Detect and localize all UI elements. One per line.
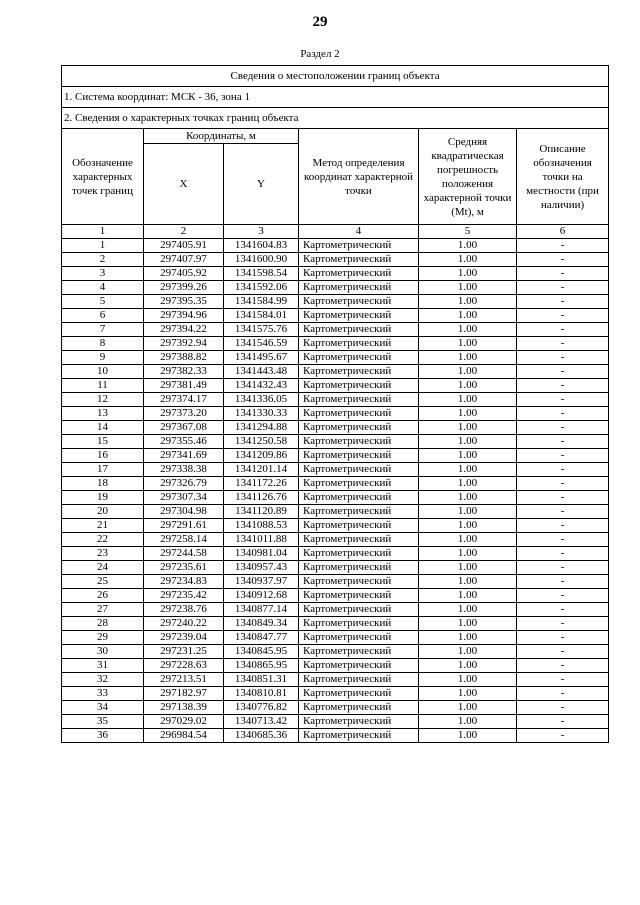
description-cell: - <box>517 393 609 407</box>
page-number: 29 <box>312 14 328 30</box>
coord-x-cell: 297405.92 <box>144 267 224 281</box>
method-cell: Картометрический <box>299 589 419 603</box>
coord-x-cell: 297355.46 <box>144 435 224 449</box>
description-cell: - <box>517 407 609 421</box>
error-cell: 1.00 <box>419 701 517 715</box>
table-row <box>62 715 609 729</box>
description-cell: - <box>517 505 609 519</box>
table-row <box>62 393 609 407</box>
coord-x-cell: 297407.97 <box>144 253 224 267</box>
coord-x-cell: 297388.82 <box>144 351 224 365</box>
coord-x-cell: 297239.04 <box>144 631 224 645</box>
table-row <box>62 421 609 435</box>
method-cell: Картометрический <box>299 253 419 267</box>
coord-y-cell: 1341432.43 <box>224 379 299 393</box>
col-number: 3 <box>224 225 299 239</box>
method-cell: Картометрический <box>299 561 419 575</box>
table-row <box>62 253 609 267</box>
table-row <box>62 309 609 323</box>
description-cell: - <box>517 533 609 547</box>
description-cell: - <box>517 463 609 477</box>
table-row <box>62 603 609 617</box>
error-cell: 1.00 <box>419 547 517 561</box>
error-cell: 1.00 <box>419 659 517 673</box>
point-number-cell: 19 <box>62 491 144 505</box>
method-cell: Картометрический <box>299 547 419 561</box>
table-row <box>62 617 609 631</box>
description-cell: - <box>517 379 609 393</box>
error-cell: 1.00 <box>419 491 517 505</box>
error-cell: 1.00 <box>419 351 517 365</box>
method-cell: Картометрический <box>299 337 419 351</box>
point-number-cell: 29 <box>62 631 144 645</box>
point-number-cell: 7 <box>62 323 144 337</box>
table-row <box>62 267 609 281</box>
point-number-cell: 6 <box>62 309 144 323</box>
coord-y-cell: 1340937.97 <box>224 575 299 589</box>
coord-y-cell: 1341604.83 <box>224 239 299 253</box>
error-cell: 1.00 <box>419 477 517 491</box>
table-row <box>62 491 609 505</box>
coord-x-cell: 297338.38 <box>144 463 224 477</box>
point-number-cell: 18 <box>62 477 144 491</box>
point-number-cell: 36 <box>62 729 144 743</box>
coord-y-cell: 1341546.59 <box>224 337 299 351</box>
table-row <box>62 463 609 477</box>
coord-y-cell: 1341584.01 <box>224 309 299 323</box>
col-y-header: Y <box>224 144 299 225</box>
description-cell: - <box>517 561 609 575</box>
coord-x-cell: 297240.22 <box>144 617 224 631</box>
col-number: 2 <box>144 225 224 239</box>
point-number-cell: 10 <box>62 365 144 379</box>
coord-y-cell: 1341598.54 <box>224 267 299 281</box>
method-cell: Картометрический <box>299 617 419 631</box>
method-cell: Картометрический <box>299 351 419 365</box>
coord-y-cell: 1341126.76 <box>224 491 299 505</box>
table-row <box>62 323 609 337</box>
coord-x-cell: 297373.20 <box>144 407 224 421</box>
table-row <box>62 435 609 449</box>
table-row <box>62 631 609 645</box>
error-cell: 1.00 <box>419 617 517 631</box>
coord-x-cell: 297213.51 <box>144 673 224 687</box>
table-row <box>62 337 609 351</box>
point-number-cell: 13 <box>62 407 144 421</box>
point-number-cell: 33 <box>62 687 144 701</box>
method-cell: Картометрический <box>299 239 419 253</box>
table-title: Сведения о местоположении границ объекта <box>62 66 609 87</box>
coord-y-cell: 1341209.86 <box>224 449 299 463</box>
point-number-cell: 8 <box>62 337 144 351</box>
coord-y-cell: 1340776.82 <box>224 701 299 715</box>
description-cell: - <box>517 253 609 267</box>
point-number-cell: 1 <box>62 239 144 253</box>
method-cell: Картометрический <box>299 463 419 477</box>
col-description-header: Описание обозначения точки на местности (при наличии) <box>517 129 609 225</box>
coord-y-cell: 1341201.14 <box>224 463 299 477</box>
coord-x-cell: 297307.34 <box>144 491 224 505</box>
point-number-cell: 26 <box>62 589 144 603</box>
table-row <box>62 575 609 589</box>
coord-y-cell: 1341443.48 <box>224 365 299 379</box>
error-cell: 1.00 <box>419 449 517 463</box>
point-number-cell: 11 <box>62 379 144 393</box>
method-cell: Картометрический <box>299 519 419 533</box>
method-cell: Картометрический <box>299 281 419 295</box>
col-number: 1 <box>62 225 144 239</box>
table-row <box>62 239 609 253</box>
error-cell: 1.00 <box>419 729 517 743</box>
coord-x-cell: 297381.49 <box>144 379 224 393</box>
method-cell: Картометрический <box>299 421 419 435</box>
coord-y-cell: 1340851.31 <box>224 673 299 687</box>
coord-y-cell: 1341600.90 <box>224 253 299 267</box>
description-cell: - <box>517 337 609 351</box>
description-cell: - <box>517 589 609 603</box>
method-cell: Картометрический <box>299 323 419 337</box>
coord-y-cell: 1340912.68 <box>224 589 299 603</box>
description-cell: - <box>517 491 609 505</box>
method-cell: Картометрический <box>299 701 419 715</box>
error-cell: 1.00 <box>419 673 517 687</box>
coord-y-cell: 1341011.88 <box>224 533 299 547</box>
coord-x-cell: 297392.94 <box>144 337 224 351</box>
description-cell: - <box>517 687 609 701</box>
points-header: 2. Сведения о характерных точках границ объекта <box>62 108 609 129</box>
description-cell: - <box>517 323 609 337</box>
coord-x-cell: 297382.33 <box>144 365 224 379</box>
table-row <box>62 645 609 659</box>
coord-y-cell: 1341330.33 <box>224 407 299 421</box>
error-cell: 1.00 <box>419 715 517 729</box>
error-cell: 1.00 <box>419 281 517 295</box>
description-cell: - <box>517 659 609 673</box>
coord-x-cell: 297341.69 <box>144 449 224 463</box>
table-row <box>62 533 609 547</box>
error-cell: 1.00 <box>419 295 517 309</box>
description-cell: - <box>517 295 609 309</box>
table-row <box>62 351 609 365</box>
error-cell: 1.00 <box>419 421 517 435</box>
point-number-cell: 9 <box>62 351 144 365</box>
coord-x-cell: 297405.91 <box>144 239 224 253</box>
description-cell: - <box>517 673 609 687</box>
point-number-cell: 2 <box>62 253 144 267</box>
method-cell: Картометрический <box>299 309 419 323</box>
error-cell: 1.00 <box>419 505 517 519</box>
method-cell: Картометрический <box>299 687 419 701</box>
description-cell: - <box>517 267 609 281</box>
coord-y-cell: 1340713.42 <box>224 715 299 729</box>
col-method-header: Метод определения координат характерной точки <box>299 129 419 225</box>
point-number-cell: 16 <box>62 449 144 463</box>
point-number-cell: 23 <box>62 547 144 561</box>
coord-y-cell: 1340847.77 <box>224 631 299 645</box>
error-cell: 1.00 <box>419 603 517 617</box>
coord-x-cell: 297182.97 <box>144 687 224 701</box>
error-cell: 1.00 <box>419 463 517 477</box>
point-number-cell: 25 <box>62 575 144 589</box>
table-row <box>62 407 609 421</box>
coord-y-cell: 1340685.36 <box>224 729 299 743</box>
error-cell: 1.00 <box>419 575 517 589</box>
table-row <box>62 477 609 491</box>
description-cell: - <box>517 281 609 295</box>
error-cell: 1.00 <box>419 253 517 267</box>
method-cell: Картометрический <box>299 379 419 393</box>
coord-y-cell: 1341575.76 <box>224 323 299 337</box>
error-cell: 1.00 <box>419 393 517 407</box>
coord-y-cell: 1340849.34 <box>224 617 299 631</box>
method-cell: Картометрический <box>299 673 419 687</box>
col-x-header: X <box>144 144 224 225</box>
coord-y-cell: 1341088.53 <box>224 519 299 533</box>
method-cell: Картометрический <box>299 575 419 589</box>
coord-system: 1. Система координат: МСК - 36, зона 1 <box>62 87 609 108</box>
description-cell: - <box>517 701 609 715</box>
point-number-cell: 24 <box>62 561 144 575</box>
coord-y-cell: 1341294.88 <box>224 421 299 435</box>
error-cell: 1.00 <box>419 561 517 575</box>
coord-y-cell: 1340957.43 <box>224 561 299 575</box>
method-cell: Картометрический <box>299 659 419 673</box>
point-number-cell: 32 <box>62 673 144 687</box>
error-cell: 1.00 <box>419 379 517 393</box>
point-number-cell: 4 <box>62 281 144 295</box>
coord-x-cell: 297238.76 <box>144 603 224 617</box>
description-cell: - <box>517 547 609 561</box>
method-cell: Картометрический <box>299 729 419 743</box>
description-cell: - <box>517 729 609 743</box>
error-cell: 1.00 <box>419 239 517 253</box>
description-cell: - <box>517 365 609 379</box>
table-body <box>62 239 609 743</box>
description-cell: - <box>517 351 609 365</box>
point-number-cell: 22 <box>62 533 144 547</box>
coord-x-cell: 297235.42 <box>144 589 224 603</box>
col-error-header: Средняя квадратическая погрешность положения характерной точки (Mt), м <box>419 129 517 225</box>
point-number-cell: 30 <box>62 645 144 659</box>
method-cell: Картометрический <box>299 477 419 491</box>
point-number-cell: 15 <box>62 435 144 449</box>
point-number-cell: 28 <box>62 617 144 631</box>
error-cell: 1.00 <box>419 631 517 645</box>
column-numbers-row <box>62 225 609 239</box>
description-cell: - <box>517 617 609 631</box>
coord-x-cell: 297231.25 <box>144 645 224 659</box>
method-cell: Картометрический <box>299 533 419 547</box>
table-row <box>62 449 609 463</box>
coord-y-cell: 1341336.05 <box>224 393 299 407</box>
error-cell: 1.00 <box>419 533 517 547</box>
method-cell: Картометрический <box>299 645 419 659</box>
error-cell: 1.00 <box>419 337 517 351</box>
point-number-cell: 12 <box>62 393 144 407</box>
coord-x-cell: 297374.17 <box>144 393 224 407</box>
description-cell: - <box>517 631 609 645</box>
error-cell: 1.00 <box>419 365 517 379</box>
table-row <box>62 701 609 715</box>
coord-y-cell: 1341120.89 <box>224 505 299 519</box>
col-number: 5 <box>419 225 517 239</box>
point-number-cell: 21 <box>62 519 144 533</box>
section-title: Раздел 2 <box>300 48 340 60</box>
col-number: 6 <box>517 225 609 239</box>
coord-x-cell: 297367.08 <box>144 421 224 435</box>
col-number: 4 <box>299 225 419 239</box>
coord-x-cell: 297235.61 <box>144 561 224 575</box>
coord-x-cell: 297394.96 <box>144 309 224 323</box>
point-number-cell: 5 <box>62 295 144 309</box>
description-cell: - <box>517 309 609 323</box>
table-row <box>62 561 609 575</box>
coord-y-cell: 1340810.81 <box>224 687 299 701</box>
description-cell: - <box>517 435 609 449</box>
method-cell: Картометрический <box>299 295 419 309</box>
description-cell: - <box>517 477 609 491</box>
coord-x-cell: 297029.02 <box>144 715 224 729</box>
coord-y-cell: 1341172.26 <box>224 477 299 491</box>
coord-x-cell: 297228.63 <box>144 659 224 673</box>
coord-y-cell: 1340877.14 <box>224 603 299 617</box>
error-cell: 1.00 <box>419 323 517 337</box>
point-number-cell: 3 <box>62 267 144 281</box>
coord-x-cell: 297394.22 <box>144 323 224 337</box>
coord-y-cell: 1340865.95 <box>224 659 299 673</box>
coord-y-cell: 1341250.58 <box>224 435 299 449</box>
description-cell: - <box>517 575 609 589</box>
coord-x-cell: 297395.35 <box>144 295 224 309</box>
description-cell: - <box>517 645 609 659</box>
coord-x-cell: 297304.98 <box>144 505 224 519</box>
error-cell: 1.00 <box>419 435 517 449</box>
table-row <box>62 547 609 561</box>
method-cell: Картометрический <box>299 407 419 421</box>
method-cell: Картометрический <box>299 393 419 407</box>
table-row <box>62 365 609 379</box>
error-cell: 1.00 <box>419 407 517 421</box>
table-row <box>62 659 609 673</box>
method-cell: Картометрический <box>299 365 419 379</box>
table-row <box>62 687 609 701</box>
point-number-cell: 17 <box>62 463 144 477</box>
coord-x-cell: 297138.39 <box>144 701 224 715</box>
coord-y-cell: 1341592.06 <box>224 281 299 295</box>
description-cell: - <box>517 715 609 729</box>
description-cell: - <box>517 603 609 617</box>
coord-x-cell: 296984.54 <box>144 729 224 743</box>
coord-y-cell: 1341495.67 <box>224 351 299 365</box>
coord-x-cell: 297291.61 <box>144 519 224 533</box>
point-number-cell: 31 <box>62 659 144 673</box>
method-cell: Картометрический <box>299 505 419 519</box>
table-row <box>62 673 609 687</box>
description-cell: - <box>517 519 609 533</box>
description-cell: - <box>517 239 609 253</box>
error-cell: 1.00 <box>419 687 517 701</box>
table-row <box>62 295 609 309</box>
description-cell: - <box>517 449 609 463</box>
error-cell: 1.00 <box>419 645 517 659</box>
table-row <box>62 505 609 519</box>
coord-x-cell: 297399.26 <box>144 281 224 295</box>
coord-y-cell: 1340845.95 <box>224 645 299 659</box>
error-cell: 1.00 <box>419 267 517 281</box>
coord-x-cell: 297258.14 <box>144 533 224 547</box>
coord-y-cell: 1341584.99 <box>224 295 299 309</box>
table-row <box>62 379 609 393</box>
method-cell: Картометрический <box>299 267 419 281</box>
table-row <box>62 729 609 743</box>
coord-y-cell: 1340981.04 <box>224 547 299 561</box>
coord-x-cell: 297234.83 <box>144 575 224 589</box>
coord-x-cell: 297326.79 <box>144 477 224 491</box>
method-cell: Картометрический <box>299 603 419 617</box>
method-cell: Картометрический <box>299 435 419 449</box>
error-cell: 1.00 <box>419 589 517 603</box>
error-cell: 1.00 <box>419 519 517 533</box>
table-row <box>62 519 609 533</box>
method-cell: Картометрический <box>299 491 419 505</box>
point-number-cell: 20 <box>62 505 144 519</box>
coord-x-cell: 297244.58 <box>144 547 224 561</box>
col-designation-header: Обозначение характерных точек границ <box>62 129 144 225</box>
point-number-cell: 35 <box>62 715 144 729</box>
table-row <box>62 281 609 295</box>
description-cell: - <box>517 421 609 435</box>
method-cell: Картометрический <box>299 715 419 729</box>
table-row <box>62 589 609 603</box>
col-coords-header: Координаты, м <box>144 129 299 144</box>
point-number-cell: 14 <box>62 421 144 435</box>
method-cell: Картометрический <box>299 631 419 645</box>
boundary-points-table <box>61 65 609 743</box>
method-cell: Картометрический <box>299 449 419 463</box>
point-number-cell: 34 <box>62 701 144 715</box>
point-number-cell: 27 <box>62 603 144 617</box>
error-cell: 1.00 <box>419 309 517 323</box>
